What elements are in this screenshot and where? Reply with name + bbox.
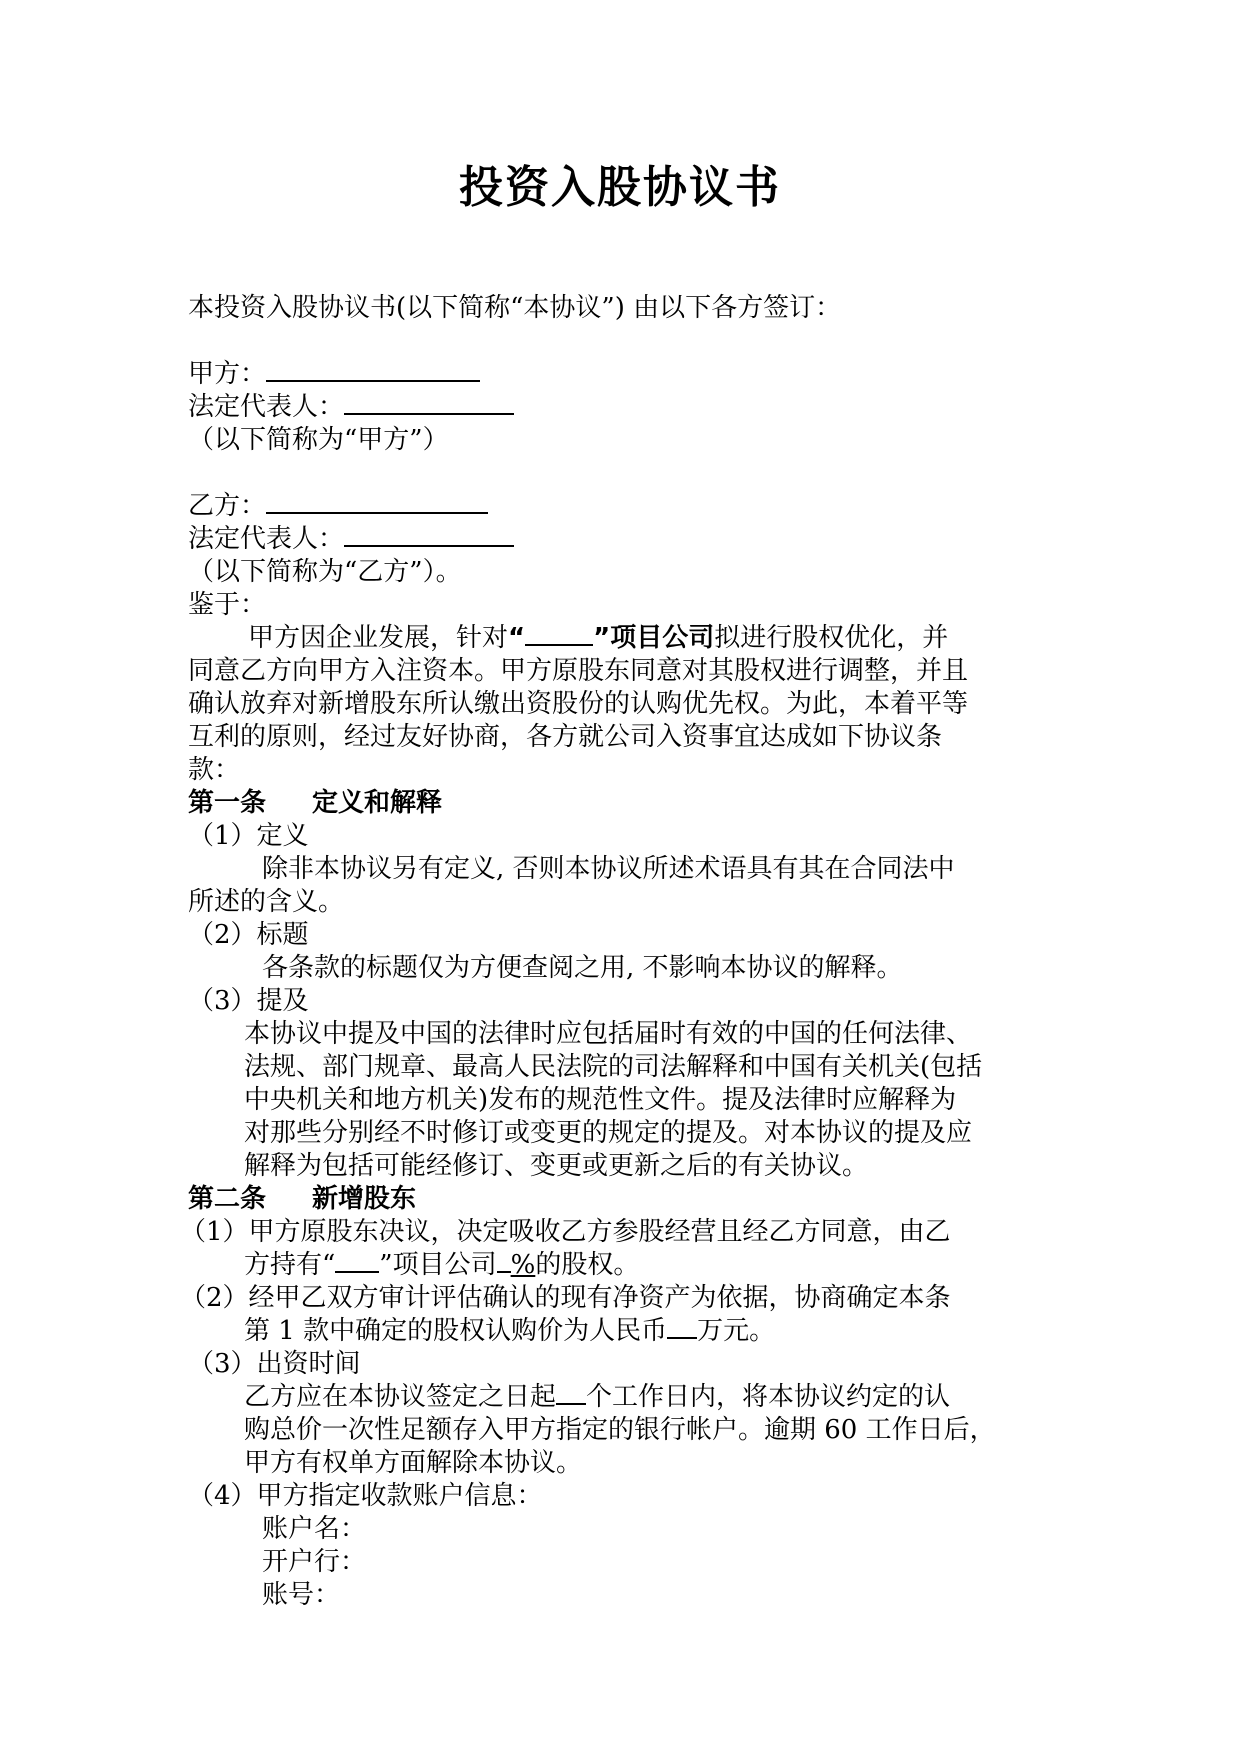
party-a-rep-blank — [344, 413, 514, 415]
whereas-line-2: 同意乙方向甲方入注资本。甲方原股东同意对其股权进行调整，并且 — [188, 656, 969, 686]
party-b-rep-line — [188, 523, 1068, 556]
project-blank — [335, 1271, 379, 1273]
days-blank — [556, 1403, 586, 1405]
article-1-item-1-line-1: 除非本协议另有定义, 否则本协议所述术语具有其在合同法中 — [262, 854, 955, 884]
party-a-rep-label: 法定代表人： — [188, 392, 345, 422]
whereas-line-5: 款： — [188, 755, 241, 785]
whereas-line-4: 互利的原则，经过友好协商，各方就公司入资事宜达成如下协议条 — [188, 722, 943, 752]
article-2-item-4-label: （4）甲方指定收款账户信息： — [188, 1481, 543, 1511]
party-b-alias: （以下简称为“乙方”）。 — [188, 557, 462, 587]
article-1-item-2-label: （2）标题 — [188, 920, 309, 950]
article-1-heading: 第一条 定义和解释 — [188, 788, 443, 818]
article-1-item-3-line-4: 对那些分别经不时修订或变更的规定的提及。对本协议的提及应 — [244, 1118, 973, 1148]
whereas-line-3: 确认放弃对新增股东所认缴出资股份的认购优先权。为此，本着平等 — [188, 689, 969, 719]
article-1-item-3-line-3: 中央机关和地方机关)发布的规范性文件。提及法律时应解释为 — [244, 1085, 957, 1115]
whereas-line-1: 甲方因企业发展，针对“ ”项目公司拟进行股权优化，并 — [248, 623, 949, 653]
party-b-line — [188, 490, 1068, 523]
party-a-rep-line — [188, 391, 1068, 424]
article-1-item-3-label: （3）提及 — [188, 986, 309, 1016]
price-blank — [667, 1337, 697, 1339]
article-2-item-3-line-3: 甲方有权单方面解除本协议。 — [244, 1448, 583, 1478]
project-name-blank — [525, 644, 593, 646]
party-a-blank — [266, 380, 480, 382]
party-b-rep-label: 法定代表人： — [188, 524, 345, 554]
article-1-item-3-line-1: 本协议中提及中国的法律时应包括届时有效的中国的任何法律、 — [244, 1019, 973, 1049]
document-title: 投资入股协议书 — [459, 162, 781, 213]
article-2-item-3-label: （3）出资时间 — [188, 1349, 361, 1379]
article-2-heading: 第二条 新增股东 — [188, 1184, 417, 1214]
party-b-blank — [266, 512, 488, 514]
party-b-label: 乙方： — [188, 491, 267, 521]
article-2-item-1-line-2: 方持有“ ”项目公司 %的股权。 — [244, 1250, 640, 1280]
article-2-item-3-line-2: 购总价一次性足额存入甲方指定的银行帐户。逾期 60 工作日后， — [244, 1415, 996, 1445]
article-2-item-1-line-1: （1）甲方原股东决议，决定吸收乙方参股经营且经乙方同意，由乙 — [180, 1217, 951, 1247]
article-2-item-2-line-1: （2）经甲乙双方审计评估确认的现有净资产为依据，协商确定本条 — [180, 1283, 951, 1313]
article-1-item-3-line-2: 法规、部门规章、最高人民法院的司法解释和中国有关机关(包括 — [244, 1052, 983, 1082]
party-a-alias: （以下简称为“甲方”） — [188, 425, 449, 455]
percent-blank: % — [510, 1250, 536, 1280]
article-2-item-2-line-2: 第 1 款中确定的股权认购价为人民币 万元。 — [244, 1316, 776, 1346]
intro-line: 本投资入股协议书(以下简称“本协议”) 由以下各方签订： — [188, 293, 842, 323]
document-body — [180, 292, 1068, 1612]
article-1-item-1-line-2: 所述的含义。 — [188, 887, 345, 917]
account-number-field: 账号： — [262, 1580, 341, 1610]
article-2-item-3-line-1: 乙方应在本协议签定之日起 个工作日内，将本协议约定的认 — [244, 1382, 951, 1412]
bank-name-field: 开户行： — [262, 1547, 367, 1577]
article-1-item-1-label: （1）定义 — [188, 821, 309, 851]
article-1-item-3-line-5: 解释为包括可能经修订、变更或更新之后的有关协议。 — [244, 1151, 869, 1181]
whereas-label: 鉴于： — [188, 590, 267, 620]
party-b-rep-blank — [344, 545, 514, 547]
party-a-line — [188, 358, 1068, 391]
account-name-field: 账户名： — [262, 1514, 367, 1544]
party-a-label: 甲方： — [188, 359, 267, 389]
article-1-item-2-line-1: 各条款的标题仅为方便查阅之用, 不影响本协议的解释。 — [262, 953, 903, 983]
